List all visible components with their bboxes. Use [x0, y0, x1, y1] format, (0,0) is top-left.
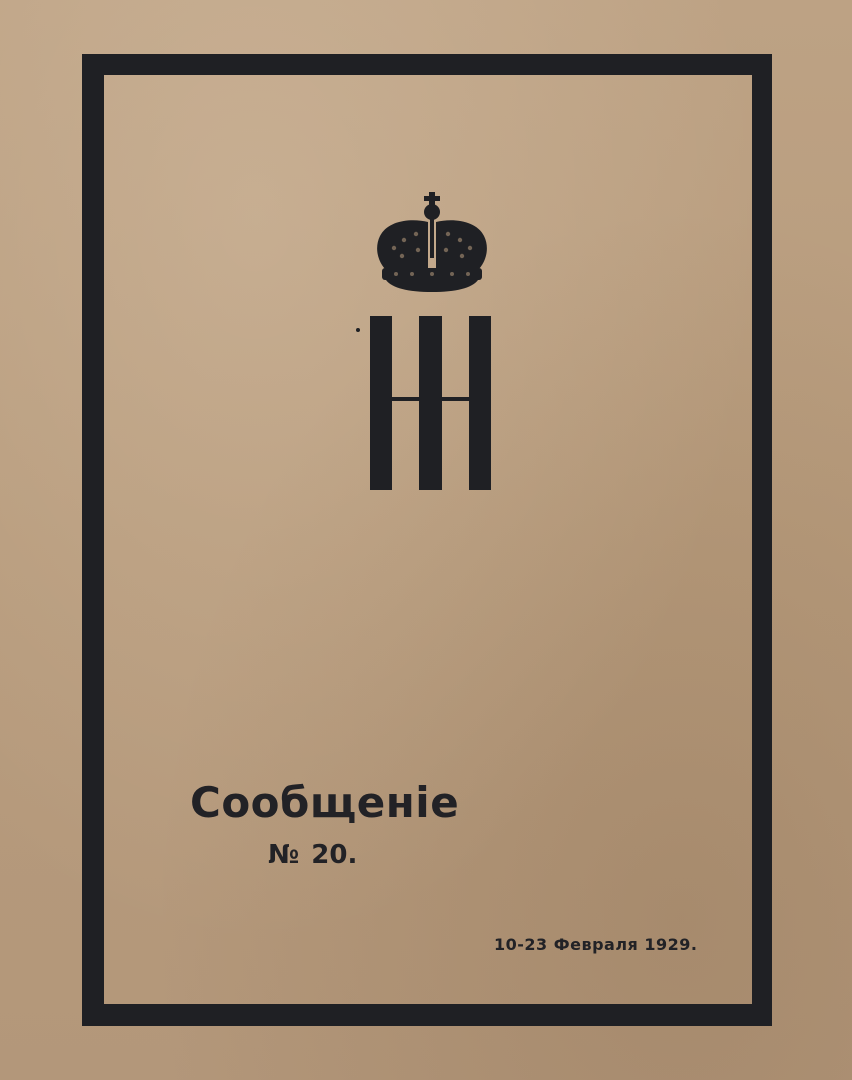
- issue-line: [268, 840, 357, 870]
- issue-date: 10-23 Февраля 1929.: [494, 935, 698, 954]
- issue-number: 20.: [311, 840, 358, 870]
- imperial-crown-icon: [372, 192, 492, 296]
- monogram-icon: [352, 312, 502, 496]
- cover-title: Сообщенie: [190, 778, 460, 827]
- issue-sign: №: [268, 840, 300, 870]
